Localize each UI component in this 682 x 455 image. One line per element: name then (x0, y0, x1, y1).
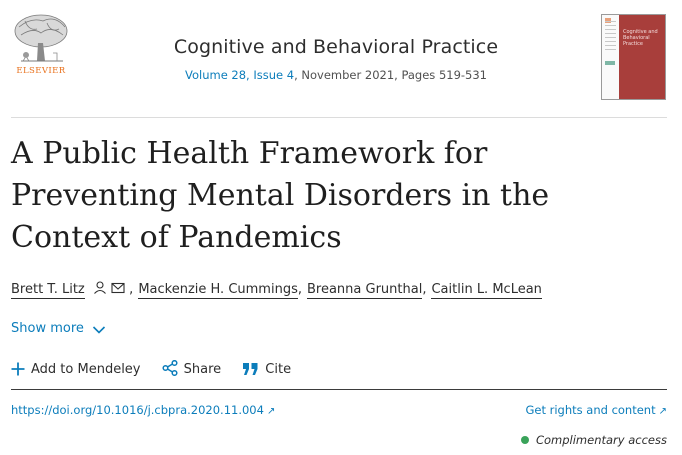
journal-title[interactable]: Cognitive and Behavioral Practice (173, 36, 499, 58)
article-title: A Public Health Framework for Preventing Mental Disorders in the Context of Pandemics (11, 136, 550, 255)
actions-divider (11, 389, 667, 390)
doi-text: https://doi.org/10.1016/j.cbpra.2020.11.004 (11, 403, 264, 417)
cover-title: Cognitive and Behavioral Practice (623, 29, 658, 47)
article-actions (11, 360, 308, 377)
author-list (11, 281, 542, 297)
get-rights-link[interactable] (525, 403, 667, 417)
external-link-icon: ↗ (266, 406, 276, 417)
envelope-icon (111, 282, 125, 294)
person-icon (93, 281, 107, 294)
share-label: Share (183, 362, 222, 377)
author-link-mclean[interactable]: Caitlin L. McLean (431, 282, 542, 297)
add-to-mendeley-label: Add to Mendeley (31, 362, 141, 377)
cover-badge (605, 61, 615, 65)
journal-meta (0, 68, 672, 82)
access-status-dot (521, 436, 529, 444)
show-more-button[interactable] (11, 321, 106, 336)
volume-issue-link[interactable]: Volume 28, Issue 4 (185, 68, 295, 82)
chevron-down-icon (92, 325, 106, 335)
elsevier-wordmark: ELSEVIER (16, 66, 66, 76)
doi-link[interactable] (11, 403, 275, 417)
cite-label: Cite (265, 362, 292, 377)
journal-cover-thumbnail[interactable] (601, 14, 666, 100)
author-link-litz[interactable]: Brett T. Litz (11, 282, 85, 297)
cover-left-strip (602, 15, 619, 99)
author-link-cummings[interactable]: Mackenzie H. Cummings (138, 282, 298, 297)
share-button[interactable] (162, 360, 222, 377)
plus-icon (11, 362, 25, 376)
author-contact-icons[interactable] (93, 282, 129, 297)
add-to-mendeley-button[interactable] (11, 362, 141, 377)
cover-contents-lines (605, 21, 616, 53)
author-separator: , (422, 282, 427, 297)
author-link-grunthal[interactable]: Breanna Grunthal (306, 282, 423, 297)
journal-header (0, 0, 682, 118)
cover-red-panel (619, 15, 665, 99)
journal-date-pages: , November 2021, Pages 519-531 (294, 68, 487, 82)
access-status-label: Complimentary access (535, 433, 667, 447)
header-divider (11, 117, 667, 118)
author-separator: , (129, 282, 134, 297)
share-icon (162, 360, 178, 376)
get-rights-text: Get rights and content (525, 403, 656, 417)
external-link-icon: ↗ (658, 406, 667, 417)
author-separator: , (297, 282, 302, 297)
show-more-label: Show more (11, 321, 84, 336)
access-status (521, 433, 667, 447)
cite-button[interactable] (242, 362, 291, 377)
quote-icon (242, 362, 259, 376)
